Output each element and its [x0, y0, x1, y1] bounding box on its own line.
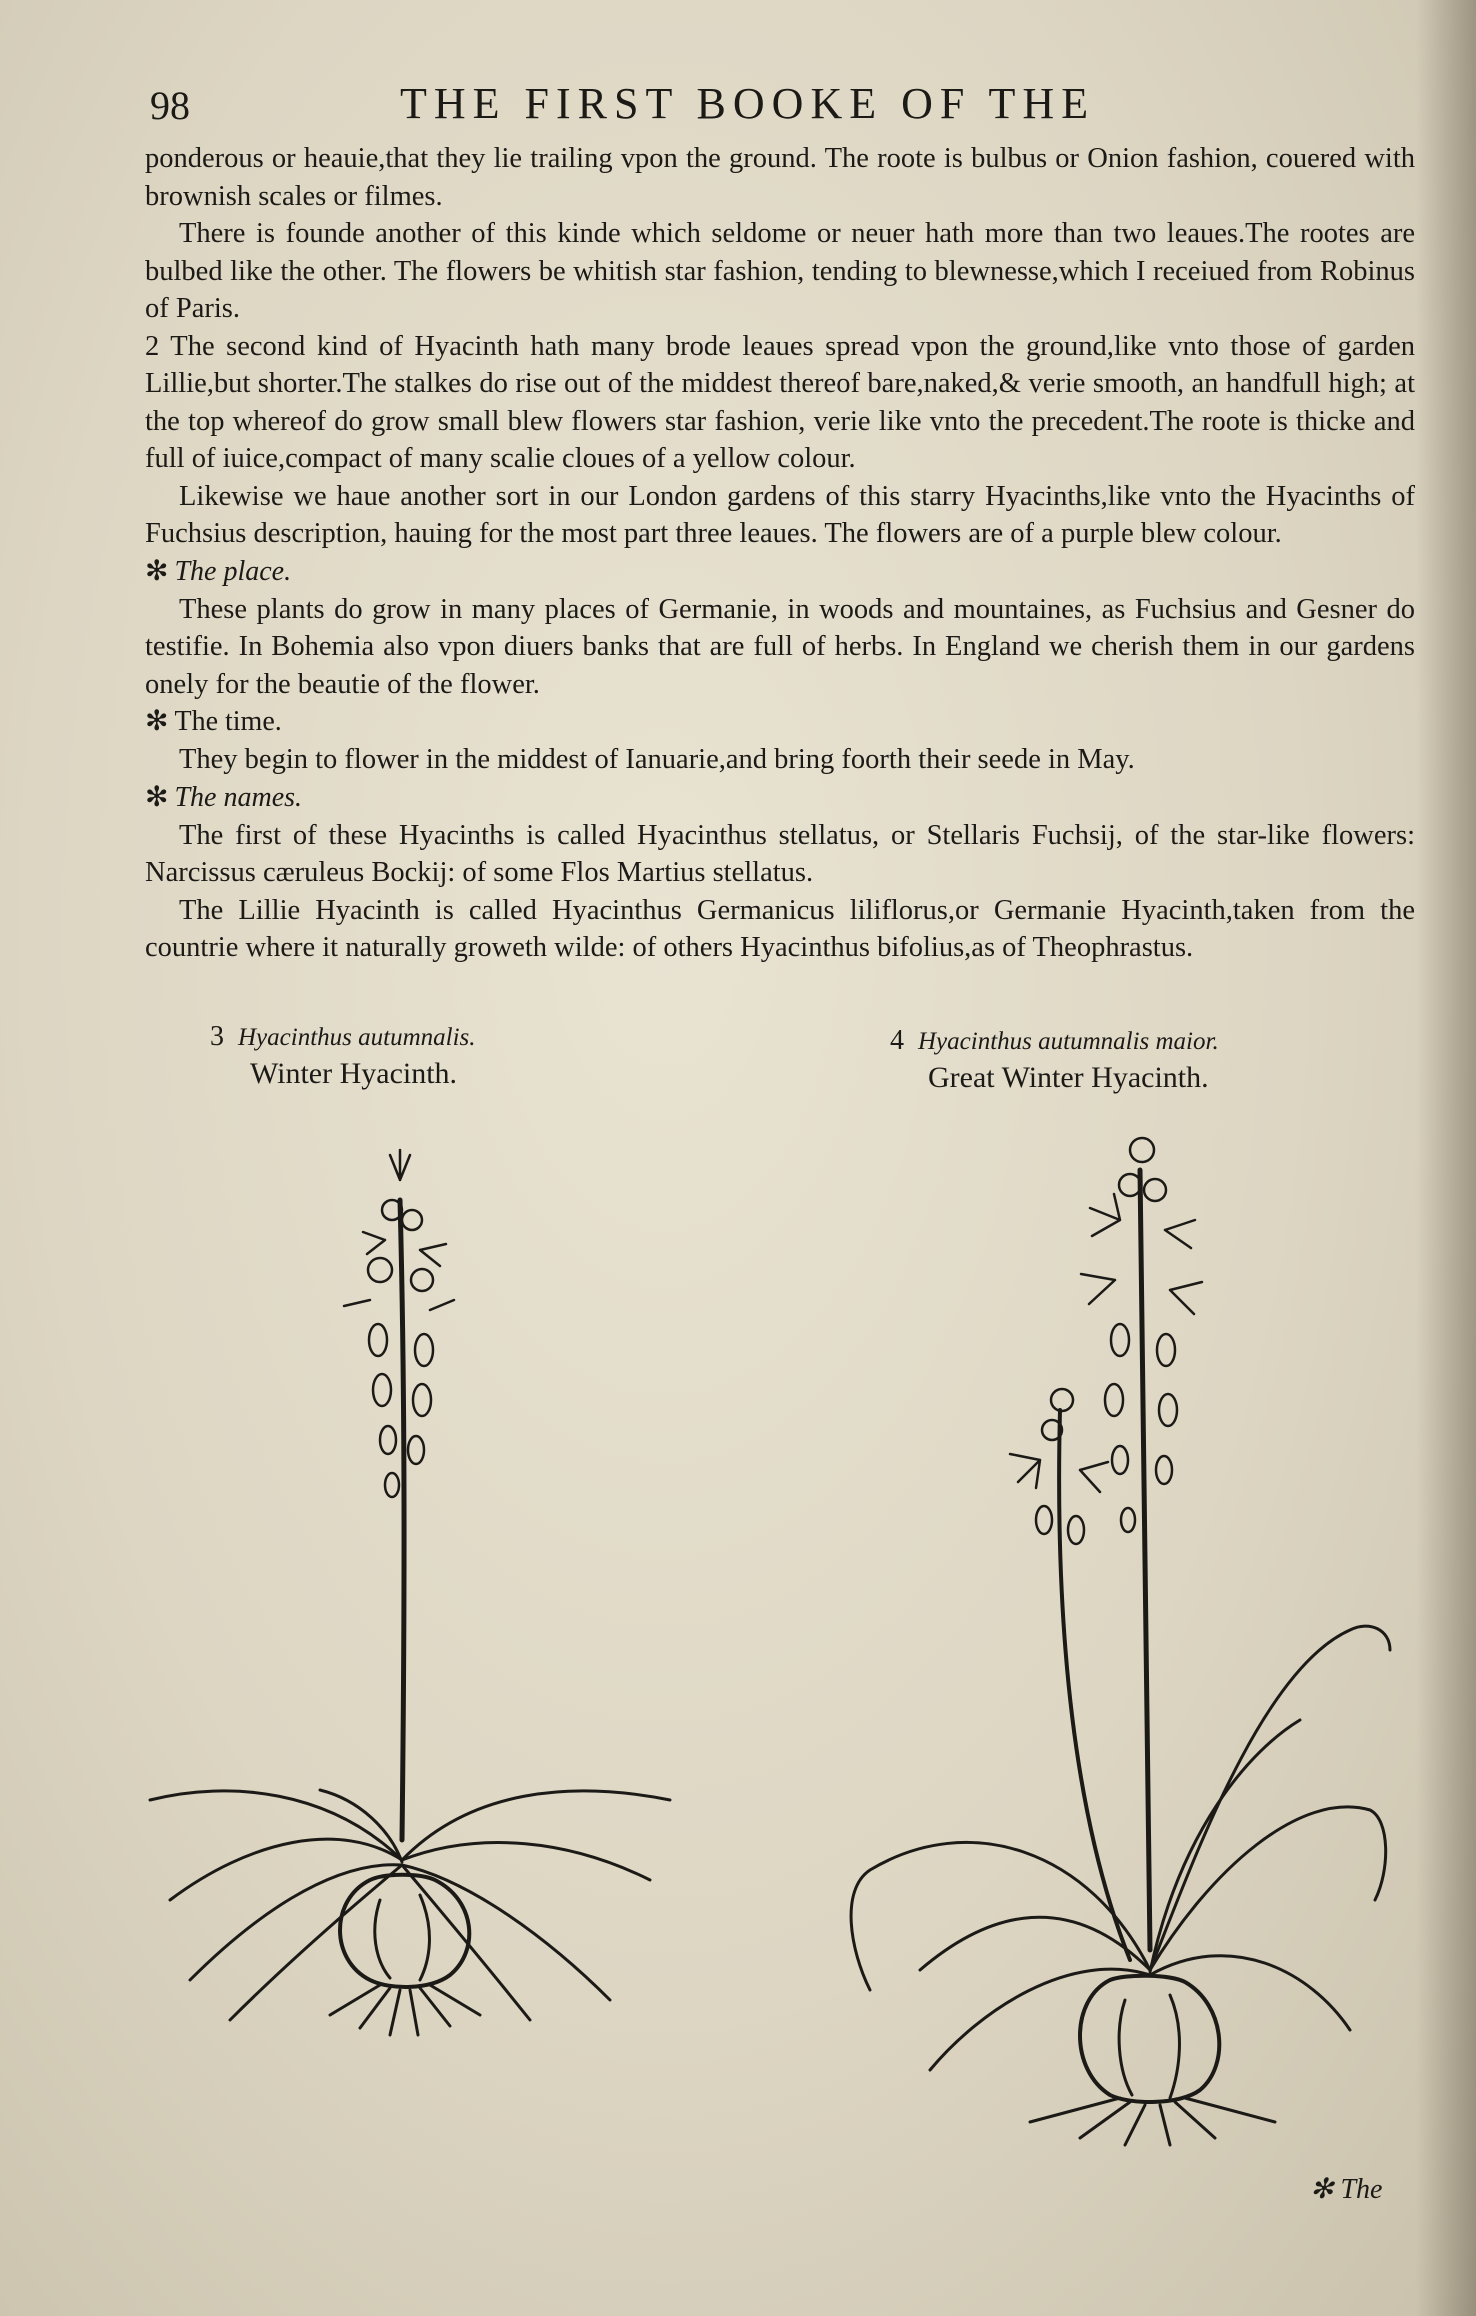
figure-caption-4: [890, 1022, 1219, 1096]
figure-latin-name: Hyacinthus autumnalis maior.: [918, 1028, 1219, 1055]
paragraph: Likewise we haue another sort in our London gardens of this starry Hyacinths,like vnto the Hyacinths of Fuchsius description, hauing for the most part three leaues. The flowers are of a purple blew colour.: [145, 480, 1415, 549]
figure-number: 4: [890, 1025, 904, 1056]
asterism-icon: ✻: [145, 555, 169, 587]
section-heading-place: ✻ The place.: [145, 555, 292, 587]
paragraph-names-1: The first of these Hyacinths is called Hyacinthus stellatus, or Stellaris Fuchsij, of the star-like flowers: Narcissus cæruleus Bockij: of some Flos Martius stellatus.: [145, 819, 1415, 888]
page-number: 98: [150, 83, 190, 128]
figure-number: 3: [210, 1021, 224, 1052]
paragraph: There is founde another of this kinde which seldome or neuer hath more than two leaues.The rootes are bulbed like the other. The flowers be whitish star fashion, tending to blewnesse,which I receiued from Robinus of Paris.: [145, 218, 1415, 324]
asterism-icon: ✻: [145, 781, 169, 813]
paragraph-time: They begin to flower in the middest of Ianuarie,and bring foorth their seede in May.: [179, 744, 1135, 775]
woodcut-winter-hyacinth-icon: [130, 1140, 730, 2040]
paragraph-place: These plants do grow in many places of Germanie, in woods and mountaines, as Fuchsius and Gesner do testifie. In Bohemia also vpon diuers banks that are full of herbs. In England we cherish them in our gardens onely for the beautie of the flower.: [145, 593, 1415, 700]
section-heading-time: ✻ The time.: [145, 706, 282, 737]
page-gutter-shadow: [1416, 0, 1476, 2316]
asterism-icon: ✻: [145, 706, 169, 737]
section-heading-names: ✻ The names.: [145, 781, 303, 813]
paragraph-names-2: The Lillie Hyacinth is called Hyacinthus Germanicus liliflorus,or Germanie Hyacinth,taken from the countrie where it naturally groweth wilde: of others Hyacinthus bifolius,as of Theophrastus.: [145, 894, 1415, 963]
figure-caption-3: [210, 1018, 476, 1092]
paragraph: 2 The second kind of Hyacinth hath many brode leaues spread vpon the ground,like vnto those of garden Lillie,but shorter.The stalkes do rise out of the middest thereof bare,naked,& verie smooth, an handfull high; at the top whereof do grow small blew flowers star fashion, verie like vnto the precedent.The roote is thicke and full of iuice,compact of many scalie cloues of a yellow colour.: [145, 330, 1415, 474]
asterism-icon: ✻: [1310, 2174, 1341, 2205]
paragraph: ponderous or heauie,that they lie trailing vpon the ground. The roote is bulbus or Onion fashion, couered with brownish scales or filmes.: [145, 143, 1415, 212]
figure-english-name: Winter Hyacinth.: [250, 1057, 458, 1090]
page-header: [140, 78, 1380, 138]
figure-latin-name: Hyacinthus autumnalis.: [238, 1024, 476, 1051]
woodcut-great-winter-hyacinth-icon: [830, 1110, 1410, 2150]
figure-english-name: Great Winter Hyacinth.: [928, 1061, 1209, 1094]
body-text: [145, 140, 1415, 967]
catchword: ✻ The: [1310, 2174, 1383, 2205]
running-head: THE FIRST BOOKE OF THE: [400, 79, 1096, 128]
